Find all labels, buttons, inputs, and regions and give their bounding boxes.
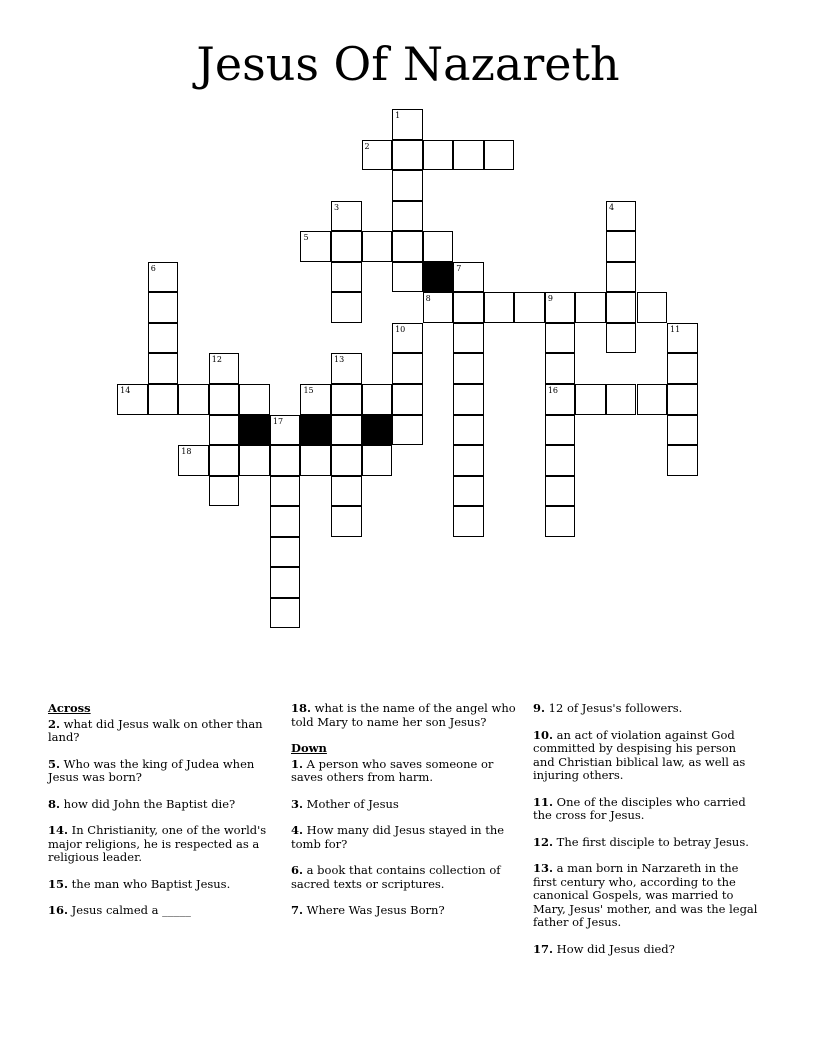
clue-text: the man who Baptist Jesus. — [71, 876, 231, 891]
clue-number: 7 — [456, 263, 462, 273]
clue-number-label: 10. — [533, 727, 554, 742]
clue-text: How did Jesus died? — [556, 941, 675, 956]
clue-number-label: 1. — [291, 756, 304, 771]
grid-cell[interactable] — [331, 445, 362, 476]
across-clue — [48, 798, 274, 812]
clue-number-label: 4. — [291, 823, 304, 837]
grid-cell[interactable] — [667, 415, 698, 446]
grid-cell[interactable] — [392, 262, 423, 293]
grid-cell[interactable] — [331, 476, 362, 507]
grid-cell[interactable] — [392, 231, 423, 262]
grid-cell[interactable] — [148, 262, 179, 293]
down-clue — [291, 798, 517, 812]
clue-number: 3 — [334, 202, 340, 212]
grid-cell[interactable] — [362, 140, 393, 171]
across-clue — [48, 718, 274, 745]
clue-number: 14 — [120, 386, 131, 395]
grid-cell[interactable] — [300, 384, 331, 415]
grid-cell[interactable] — [545, 292, 576, 323]
across-heading: Across — [48, 701, 91, 715]
down-clue — [533, 862, 759, 930]
grid-cell[interactable] — [209, 415, 240, 446]
clue-number: 6 — [150, 263, 156, 273]
grid-cell[interactable] — [209, 476, 240, 507]
grid-cell[interactable] — [209, 384, 240, 415]
grid-cell[interactable] — [423, 292, 454, 323]
clue-number-label: 5. — [48, 756, 61, 771]
grid-cell[interactable] — [575, 384, 606, 415]
clues-column-1 — [48, 702, 274, 931]
clue-text: Where Was Jesus Born? — [306, 903, 445, 917]
clues-column-3 — [533, 702, 759, 969]
grid-cell[interactable] — [484, 140, 515, 171]
grid-cell[interactable] — [392, 170, 423, 201]
across-clue — [291, 702, 517, 729]
clue-number: 13 — [334, 355, 345, 365]
down-clue — [533, 702, 759, 716]
clue-text: A person who saves someone or saves others from harm. — [291, 756, 494, 784]
clue-text: The first disciple to betray Jesus. — [556, 834, 749, 849]
grid-cell[interactable] — [178, 445, 209, 476]
clue-number: 2 — [364, 141, 370, 151]
down-clue — [533, 943, 759, 957]
clue-number-label: 8. — [48, 796, 61, 811]
grid-cell[interactable] — [300, 231, 331, 262]
down-clue — [291, 904, 517, 918]
grid-cell[interactable] — [270, 567, 301, 598]
grid-cell[interactable] — [392, 415, 423, 446]
grid-cell[interactable] — [392, 109, 423, 140]
grid-cell[interactable] — [331, 506, 362, 537]
clue-text: Jesus calmed a _____ — [71, 903, 191, 917]
grid-cell[interactable] — [453, 323, 484, 354]
grid-cell[interactable] — [270, 415, 301, 446]
clue-number: 11 — [670, 324, 681, 334]
grid-cell[interactable] — [453, 415, 484, 446]
grid-cell[interactable] — [392, 201, 423, 232]
clue-number: 4 — [608, 202, 615, 212]
grid-cell[interactable] — [545, 353, 576, 384]
clue-text: One of the disciples who carried the cross for Jesus. — [533, 794, 746, 822]
clue-number-label: 12. — [533, 834, 554, 849]
across-clue — [48, 758, 274, 785]
clue-number-label: 9. — [533, 701, 546, 715]
grid-cell[interactable] — [453, 445, 484, 476]
grid-cell[interactable] — [331, 415, 362, 446]
grid-cell[interactable] — [453, 353, 484, 384]
grid-cell[interactable] — [148, 353, 179, 384]
grid-cell[interactable] — [392, 384, 423, 415]
clue-number-label: 7. — [291, 903, 304, 917]
grid-cell[interactable] — [667, 445, 698, 476]
grid-cell[interactable] — [331, 201, 362, 232]
grid-cell[interactable] — [209, 445, 240, 476]
grid-cell[interactable] — [453, 262, 484, 293]
grid-cell[interactable] — [667, 384, 698, 415]
clue-number-label: 15. — [48, 876, 69, 891]
grid-cell[interactable] — [148, 384, 179, 415]
clue-text: Who was the king of Judea when Jesus was born? — [48, 756, 255, 784]
down-clue — [291, 824, 517, 851]
grid-cell[interactable] — [514, 292, 545, 323]
grid-cell[interactable] — [545, 476, 576, 507]
grid-cell[interactable] — [148, 323, 179, 354]
grid-cell[interactable] — [545, 415, 576, 446]
clue-text: a man born in Narzareth in the first century who, according to the canonical Gospels, was married to Mary, Jesus' mother, and was the legal father of Jesus. — [533, 861, 758, 929]
clue-number-label: 16. — [48, 903, 69, 917]
grid-cell[interactable] — [392, 140, 423, 171]
grid-cell[interactable] — [453, 506, 484, 537]
grid-cell[interactable] — [637, 384, 668, 415]
clue-number-label: 17. — [533, 941, 554, 956]
grid-cell[interactable] — [362, 231, 393, 262]
clue-text: In Christianity, one of the world's major religions, he is respected as a religious leader. — [48, 823, 267, 864]
grid-cell[interactable] — [453, 476, 484, 507]
grid-cell[interactable] — [362, 384, 393, 415]
grid-cell[interactable] — [362, 445, 393, 476]
clue-number: 5 — [303, 233, 309, 243]
grid-cell[interactable] — [667, 353, 698, 384]
grid-cell[interactable] — [453, 292, 484, 323]
grid-cell[interactable] — [331, 231, 362, 262]
clue-number: 1 — [395, 111, 401, 121]
clue-number: 16 — [547, 386, 559, 395]
grid-cell[interactable] — [331, 262, 362, 293]
grid-cell[interactable] — [392, 323, 423, 354]
across-clue — [48, 824, 274, 865]
clue-text: How many did Jesus stayed in the tomb for? — [291, 823, 505, 851]
clue-number: 17 — [272, 416, 284, 426]
grid-cell[interactable] — [606, 384, 637, 415]
clue-text: what did Jesus walk on other than land? — [48, 716, 263, 744]
clue-number-label: 11. — [533, 794, 554, 809]
grid-cell[interactable] — [239, 384, 270, 415]
grid-cell[interactable] — [545, 506, 576, 537]
down-clue — [291, 758, 517, 785]
across-clue — [48, 904, 274, 918]
clue-text: what is the name of the angel who told Mary to name her son Jesus? — [291, 701, 516, 729]
grid-cell[interactable] — [117, 384, 148, 415]
grid-cell[interactable] — [453, 384, 484, 415]
grid-cell[interactable] — [453, 140, 484, 171]
grid-cell[interactable] — [606, 323, 637, 354]
grid-cell-black — [300, 415, 331, 446]
clue-text: how did John the Baptist die? — [63, 796, 236, 811]
clue-text: a book that contains collection of sacred texts or scriptures. — [291, 863, 501, 891]
grid-cell-black — [423, 262, 454, 293]
clue-number: 15 — [303, 386, 314, 395]
grid-cell[interactable] — [545, 445, 576, 476]
grid-cell-black — [239, 415, 270, 446]
clue-number: 12 — [211, 355, 222, 365]
clue-text: 12 of Jesus's followers. — [548, 701, 683, 715]
grid-cell[interactable] — [392, 353, 423, 384]
grid-cell[interactable] — [209, 353, 240, 384]
grid-cell[interactable] — [270, 537, 301, 568]
down-clue — [533, 796, 759, 823]
grid-cell[interactable] — [606, 292, 637, 323]
grid-cell[interactable] — [331, 292, 362, 323]
grid-cell[interactable] — [178, 384, 209, 415]
grid-cell[interactable] — [545, 323, 576, 354]
clue-number-label: 18. — [291, 701, 312, 715]
across-clue — [48, 878, 274, 892]
grid-cell[interactable] — [239, 445, 270, 476]
grid-cell[interactable] — [270, 445, 301, 476]
clue-number: 9 — [547, 294, 553, 304]
grid-cell[interactable] — [270, 598, 301, 629]
clue-number-label: 13. — [533, 861, 554, 875]
down-heading: Down — [291, 741, 327, 755]
grid-cell[interactable] — [331, 384, 362, 415]
clue-number: 10 — [395, 324, 406, 334]
down-clue — [291, 864, 517, 891]
grid-cell[interactable] — [484, 292, 515, 323]
grid-cell[interactable] — [606, 231, 637, 262]
clue-number: 18 — [181, 447, 192, 457]
clue-text: Mother of Jesus — [306, 796, 399, 811]
grid-cell[interactable] — [270, 506, 301, 537]
grid-cell[interactable] — [270, 476, 301, 507]
grid-cell[interactable] — [331, 353, 362, 384]
clues-column-2 — [291, 702, 517, 931]
clue-number-label: 6. — [291, 863, 304, 877]
grid-cell[interactable] — [575, 292, 606, 323]
grid-cell[interactable] — [606, 201, 637, 232]
grid-cell-black — [362, 415, 393, 446]
grid-cell[interactable] — [667, 323, 698, 354]
grid-cell[interactable] — [300, 445, 331, 476]
grid-cell[interactable] — [423, 231, 454, 262]
grid-cell[interactable] — [637, 292, 668, 323]
clue-text: an act of violation against God committed by despising his person and Christian biblical law, as well as injuring others. — [533, 727, 746, 782]
grid-cell[interactable] — [545, 384, 576, 415]
down-clue — [533, 836, 759, 850]
grid-cell[interactable] — [148, 292, 179, 323]
down-clue — [533, 729, 759, 783]
grid-cell[interactable] — [606, 262, 637, 293]
puzzle-title: Jesus Of Nazareth — [196, 37, 620, 91]
clue-number: 8 — [425, 294, 431, 304]
clue-number-label: 14. — [48, 823, 69, 837]
clue-number-label: 2. — [48, 716, 61, 731]
clue-number-label: 3. — [291, 796, 304, 811]
grid-cell[interactable] — [423, 140, 454, 171]
